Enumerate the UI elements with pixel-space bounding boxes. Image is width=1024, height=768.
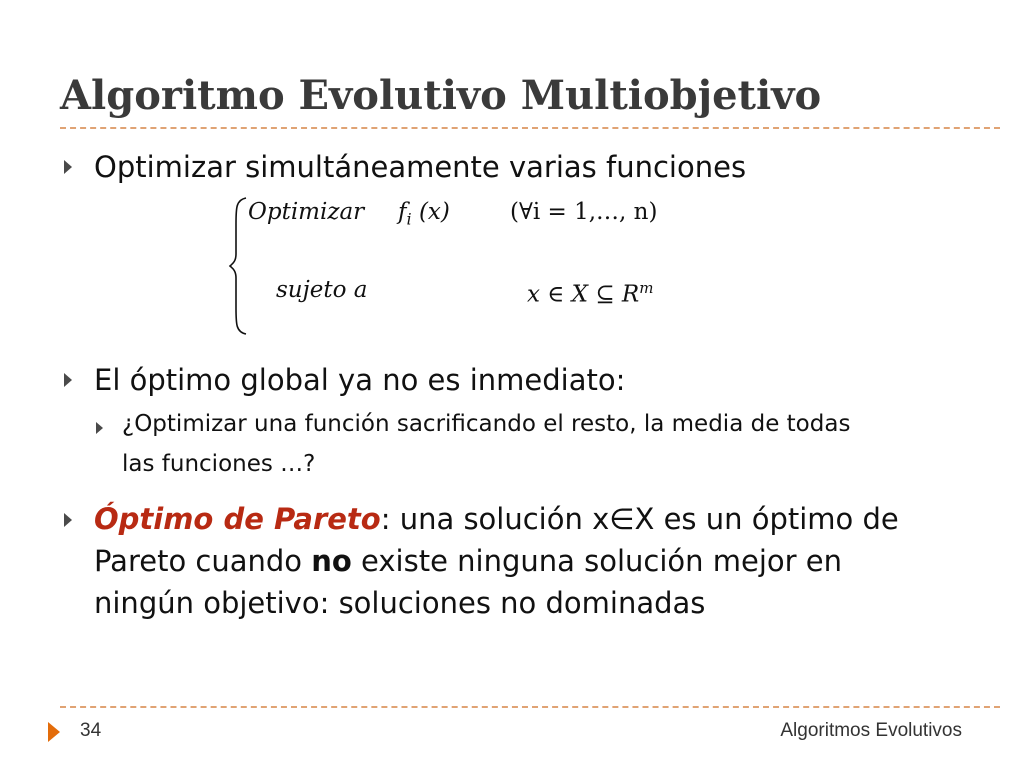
page-number: 34 [80, 720, 102, 741]
footer-divider [60, 706, 1000, 708]
pareto-no-emphasis: no [311, 544, 352, 578]
formula-objective [398, 199, 450, 229]
pareto-line-2-end: existe ninguna solución mejor en [351, 544, 843, 578]
pareto-line-1 [94, 502, 899, 536]
pareto-definition: : una solución x∈X es un óptimo de [380, 502, 899, 536]
formula-optimize-label: Optimizar [248, 199, 365, 225]
bullet-global-optimum: El óptimo global ya no es inmediato: [94, 363, 626, 397]
footer-arrow-icon [48, 722, 60, 742]
bullet-arrow-icon [64, 160, 72, 174]
bullet-arrow-icon [64, 513, 72, 527]
pareto-line-3: ningún objetivo: soluciones no dominadas [94, 586, 706, 620]
formula-r: R [621, 281, 640, 308]
sub-bullet-line-2: las funciones …? [122, 451, 316, 477]
pareto-line-2-start: Pareto cuando [94, 544, 312, 578]
pareto-line-2 [94, 544, 842, 578]
formula-subscript: i [406, 209, 412, 229]
formula-constraint [527, 279, 653, 308]
pareto-term: Óptimo de Pareto [94, 502, 381, 536]
slide-title: Algoritmo Evolutivo Multiobjetivo [60, 72, 822, 119]
title-divider [60, 127, 1000, 129]
sub-bullet-line-1: ¿Optimizar una función sacrificando el resto, la media de todas [122, 411, 851, 437]
formula-arg: (x) [418, 199, 450, 225]
sub-bullet-arrow-icon [96, 422, 103, 434]
bullet-arrow-icon [64, 373, 72, 387]
formula-f: f [398, 199, 407, 225]
formula-quantifier: (∀i = 1,…, n) [510, 199, 658, 225]
formula-subject-to-label: sujeto a [276, 277, 368, 303]
formula-x-in-x: x ∈ X [527, 281, 588, 308]
footer-course-name: Algoritmos Evolutivos [780, 720, 962, 741]
formula-superscript: m [639, 279, 654, 297]
bullet-optimize-functions: Optimizar simultáneamente varias funciones [94, 150, 747, 184]
formula-subset-symbol: ⊆ [595, 281, 615, 308]
